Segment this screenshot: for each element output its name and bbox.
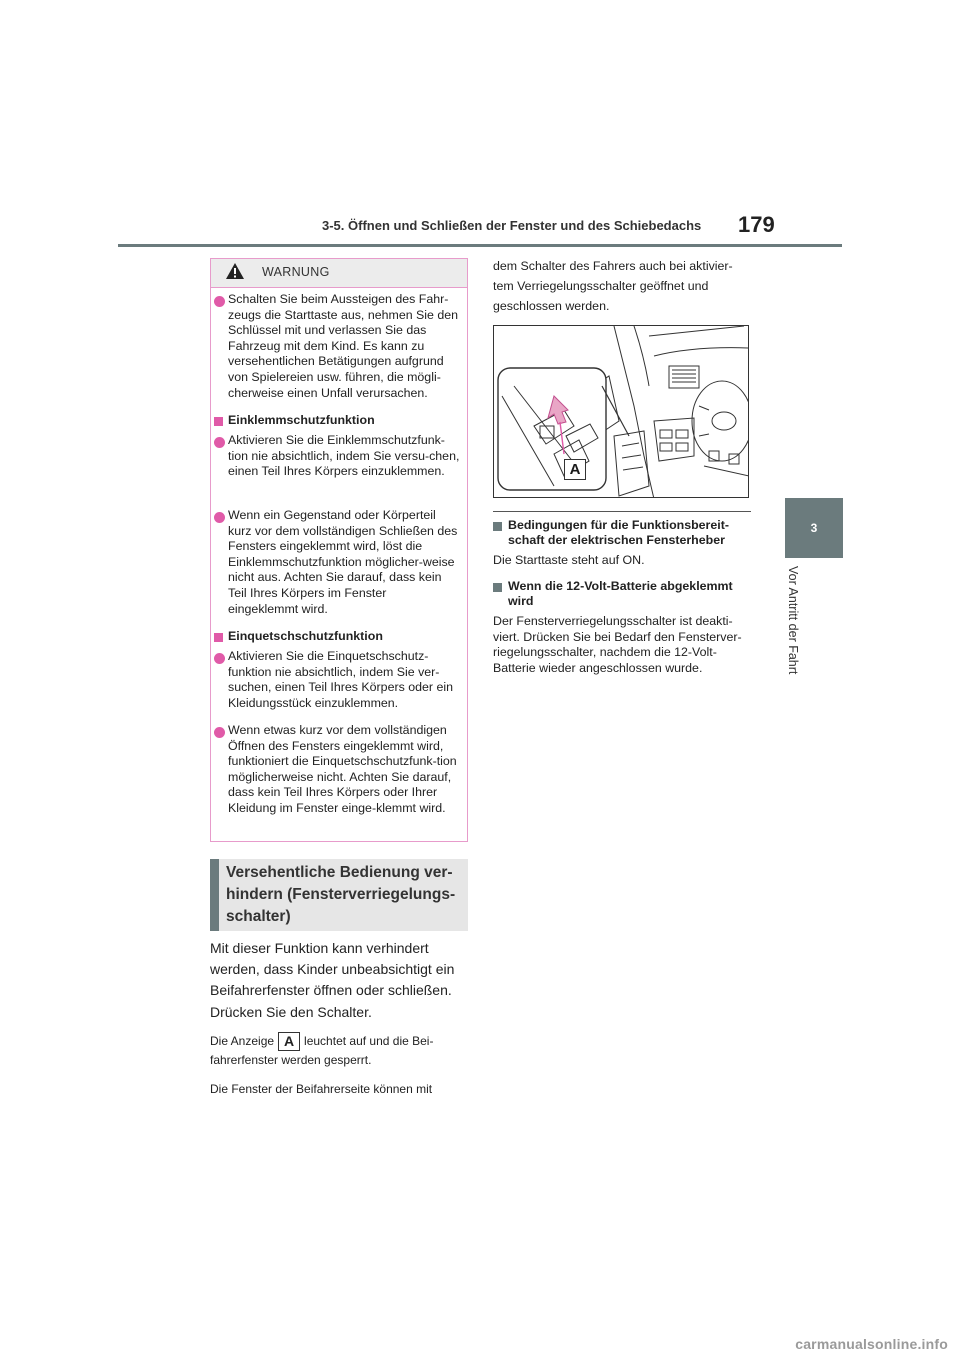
header-divider [118,244,842,247]
warning-header [210,258,468,288]
right-divider [493,511,751,512]
condition-heading: Bedingungen für die Funktionsbereit-schaft der elektrischen Fensterheber [508,518,729,547]
condition-text: Die Starttaste steht auf ON. [493,553,645,567]
chapter-tab: 3 [785,498,843,558]
indicator-note-before: Die Anzeige [210,1034,275,1048]
indicator-note [210,1032,472,1069]
warning-triangle-icon [225,262,245,280]
chapter-label [780,566,804,706]
bullet-icon [214,296,225,307]
warning-item: Schalten Sie beim Aussteigen des Fahr-zeugs die Starttaste aus, nehmen Sie den Schlüssel mit und verlassen Sie das Fahrzeug mit dem Kind. Es kann zu versehentlichen Betätigungen aufgrund von Spielereien usw. führen, die mögli-cherweise einen Unfall verursachen. [228,292,459,400]
bullet-icon [214,653,225,664]
section-heading: Versehentliche Bedienung ver-hindern (Fensterverriegelungs-schalter) [226,864,456,925]
passenger-note: Die Fenster der Beifahrerseite können mit [210,1082,433,1096]
warning-subheading: Einklemmschutzfunktion [228,413,375,427]
square-bullet-icon [493,583,502,592]
square-bullet-icon [214,633,223,642]
section-paragraph: Mit dieser Funktion kann verhindert werden, dass Kinder unbeabsichtigt ein Beifahrerfenster öffnen oder schließen. [210,940,455,998]
bullet-icon [214,727,225,738]
battery-text: Der Fensterverriegelungsschalter ist deakti-viert. Drücken Sie bei Bedarf den Fensterver-riegelungsschalter, nachdem die 12-Volt-Batterie wieder angeschlossen wurde. [493,614,742,675]
battery-heading: Wenn die 12-Volt-Batterie abgeklemmt wird [508,579,733,608]
section-instruction: Drücken Sie den Schalter. [210,1004,372,1020]
square-bullet-icon [493,522,502,531]
section-heading-bar [210,859,219,931]
illustration-label-a: A [564,459,586,480]
warning-item: Wenn ein Gegenstand oder Körperteil kurz vor dem vollständigen Schließen des Fensters eingeklemmt wird, löst die Einklemmschutzfunktion möglicher-weise nicht aus. Achten Sie darauf, dass kein Teil Ihres Körpers im Fenster eingeklemmt wird. [228,508,458,616]
page-number: 179 [738,212,775,237]
dashboard-drawing [494,326,749,498]
warning-item: Aktivieren Sie die Einquetschschutz-funktion nie absichtlich, indem Sie ver-suchen, einen Teil Ihres Körpers oder ein Kleidungsstück einzuklemmen. [228,649,454,710]
warning-subheading: Einquetschschutzfunktion [228,629,383,643]
square-bullet-icon [214,417,223,426]
chapter-label-text: Vor Antritt der Fahrt [786,566,800,675]
warning-title: WARNUNG [262,265,330,279]
section-title: 3-5. Öffnen und Schließen der Fenster und des Schiebedachs [322,218,702,233]
bullet-icon [214,437,225,448]
warning-item: Aktivieren Sie die Einklemmschutzfunk-tion nie absichtlich, indem Sie versu-chen, einen Teil Ihres Körpers einzuklemmen. [228,433,460,479]
continuation-text: dem Schalter des Fahrers auch bei aktivier-tem Verriegelungsschalter geöffnet und geschlossen werden. [493,259,733,313]
indicator-note-after: leuchtet auf und die Bei-fahrerfenster werden gesperrt. [210,1034,434,1068]
window-lock-switch-illustration [493,325,749,498]
footer-watermark: carmanualsonline.info [795,1336,948,1352]
bullet-icon [214,512,225,523]
warning-item: Wenn etwas kurz vor dem vollständigen Öffnen des Fensters eingeklemmt wird, funktioniert die Einquetschschutzfunk-tion möglicherweise nicht. Achten Sie darauf, dass kein Teil Ihres Körpers oder Ihrer Kleidung im Fenster einge-klemmt wird. [228,723,457,815]
indicator-marker-a: A [278,1032,300,1051]
